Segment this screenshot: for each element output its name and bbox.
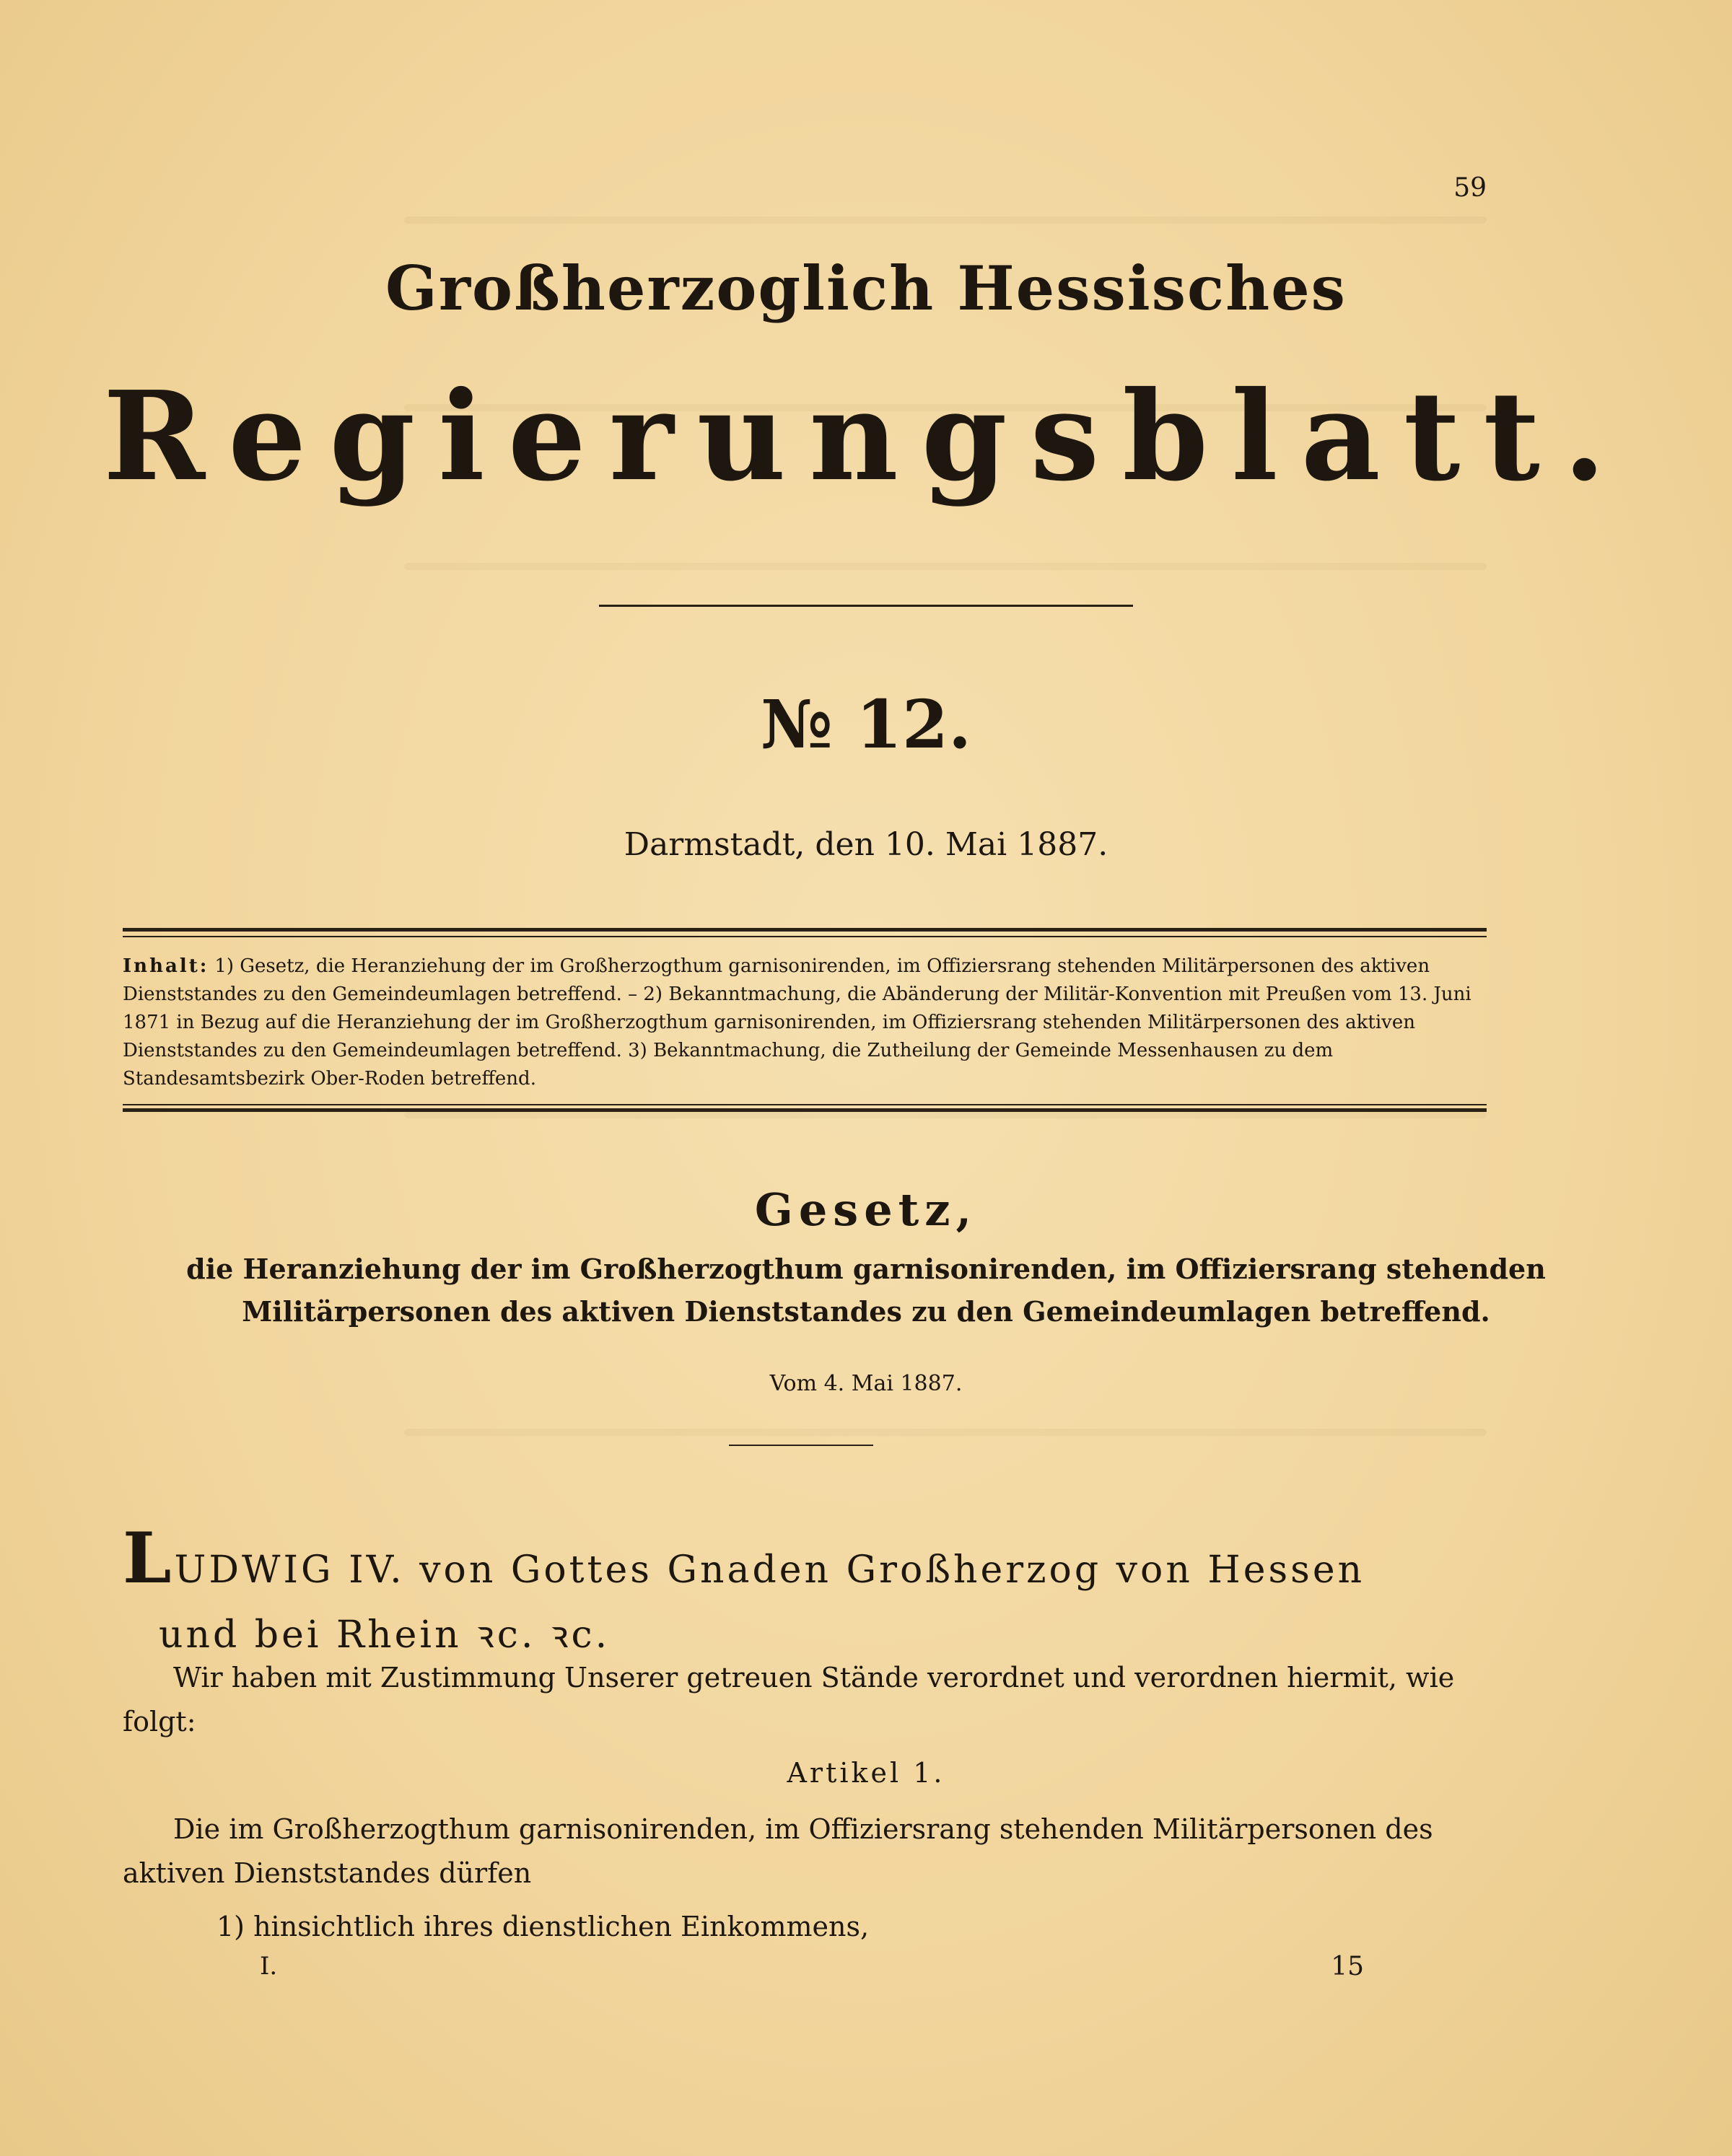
masthead-title: Großherzoglich Hessisches	[385, 253, 1347, 324]
contents-top-rule	[123, 928, 1487, 932]
contents-label: Inhalt:	[123, 955, 209, 977]
masthead-rule	[599, 605, 1133, 607]
contents-bottom-rule	[123, 1108, 1487, 1112]
sheet-number: 15	[1331, 1952, 1364, 1981]
law-subtitle: die Heranziehung der im Großherzogthum garnisonirenden, im Offiziersrang stehenden Militärpersonen des aktiven Dienststandes zu den Gemeindeumlagen betreffend.	[186, 1253, 1546, 1328]
enactment-paragraph: Wir haben mit Zustimmung Unserer getreuen Stände verordnet und verordnen hiermit, wie folgt:	[123, 1662, 1455, 1737]
law-divider	[729, 1445, 873, 1446]
table-of-contents	[123, 952, 1487, 1093]
sovereign-line-1	[123, 1508, 1487, 1608]
show-through-line	[404, 1111, 1487, 1118]
issue-date: Darmstadt, den 10. Mai 1887.	[624, 826, 1108, 863]
sovereign-name: UDWIG IV. von Gottes Gnaden Großherzog von Hessen	[174, 1548, 1365, 1592]
law-date: Vom 4. Mai 1887.	[769, 1371, 963, 1396]
contents-top-rule-thin	[123, 936, 1487, 937]
sovereign-line-2: und bei Rhein ꝛc. ꝛc.	[159, 1613, 611, 1657]
show-through-line	[404, 563, 1487, 570]
law-heading: Gesetz,	[754, 1183, 978, 1236]
article-heading: Artikel 1.	[787, 1757, 945, 1789]
page-number: 59	[1453, 173, 1487, 203]
contents-text: 1) Gesetz, die Heranziehung der im Großherzogthum garnisonirenden, im Offiziersrang stehenden Militärpersonen des aktiven Dienststandes zu den Gemeindeumlagen betreffend. – 2) Bekanntmachung, die Abänderung der Militär-Konvention mit Preußen vom 13. Juni 1871 in Bezug auf die Heranziehung der im Großherzogthum garnisonirenden, im Offiziersrang stehenden Militärpersonen des aktiven Dienststandes zu den Gemeindeumlagen betreffend. 3) Bekanntmachung, die Zutheilung der Gemeinde Messenhausen zu dem Standesamtsbezirk Ober-Roden betreffend.	[123, 955, 1471, 1090]
drop-initial: L	[123, 1517, 175, 1599]
sovereign-title	[123, 1508, 1487, 1663]
show-through-line	[404, 216, 1487, 224]
masthead-regierungsblatt: Regierungsblatt.	[102, 364, 1630, 509]
article-item-1: 1) hinsichtlich ihres dienstlichen Einkommens,	[216, 1911, 870, 1942]
article-paragraph: Die im Großherzogthum garnisonirenden, im Offiziersrang stehenden Militärpersonen des aktiven Dienststandes dürfen	[123, 1813, 1433, 1889]
signature-mark: I.	[260, 1952, 278, 1981]
issue-number: № 12.	[760, 685, 972, 763]
show-through-line	[404, 1429, 1487, 1436]
contents-bottom-rule-thin	[123, 1104, 1487, 1105]
